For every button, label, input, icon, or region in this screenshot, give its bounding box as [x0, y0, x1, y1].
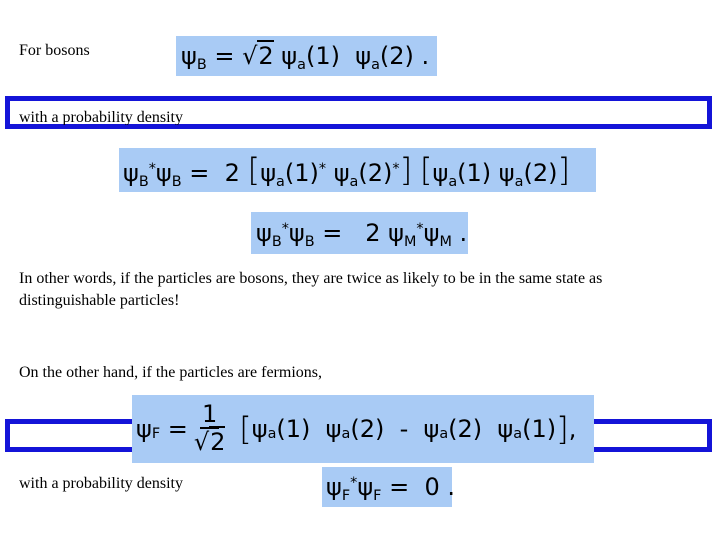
- probability-density-text-1: with a probability density: [19, 109, 183, 125]
- equation-fermion-probability: $\psi_F^*\psi_F = 0$ .: [322, 467, 452, 507]
- probability-density-text-2: with a probability density: [19, 475, 183, 492]
- equation-boson-wavefunction: $\psi_B = √2$ $\psi_a(1)$ $\psi_a(2)$ .: [176, 36, 437, 76]
- equation-boson-probability-expanded: $\psi_B^*\psi_B = 2$ [$\psi_a(1)^*$ $\psi_a(2)^*$] [$\psi_a(1)$ $\psi_a(2)$]: [119, 148, 596, 192]
- for-bosons-text: For bosons: [19, 42, 90, 59]
- equation-fermion-wavefunction: ψ F = $\frac{1}{√2}$ [ ψ a (1) ψ a (2) - ψ a (2) ψ a (1) ] ,: [132, 395, 594, 463]
- fermions-intro-text: On the other hand, if the particles are fermions,: [19, 364, 322, 381]
- bosons-explanation-paragraph: In other words, if the particles are bosons, they are twice as likely to be in the same state as distinguishable particles!: [19, 270, 603, 309]
- equation-boson-probability-compact: $\psi_B^*\psi_B = 2$ $\psi_M^*\psi_M$ .: [251, 212, 468, 254]
